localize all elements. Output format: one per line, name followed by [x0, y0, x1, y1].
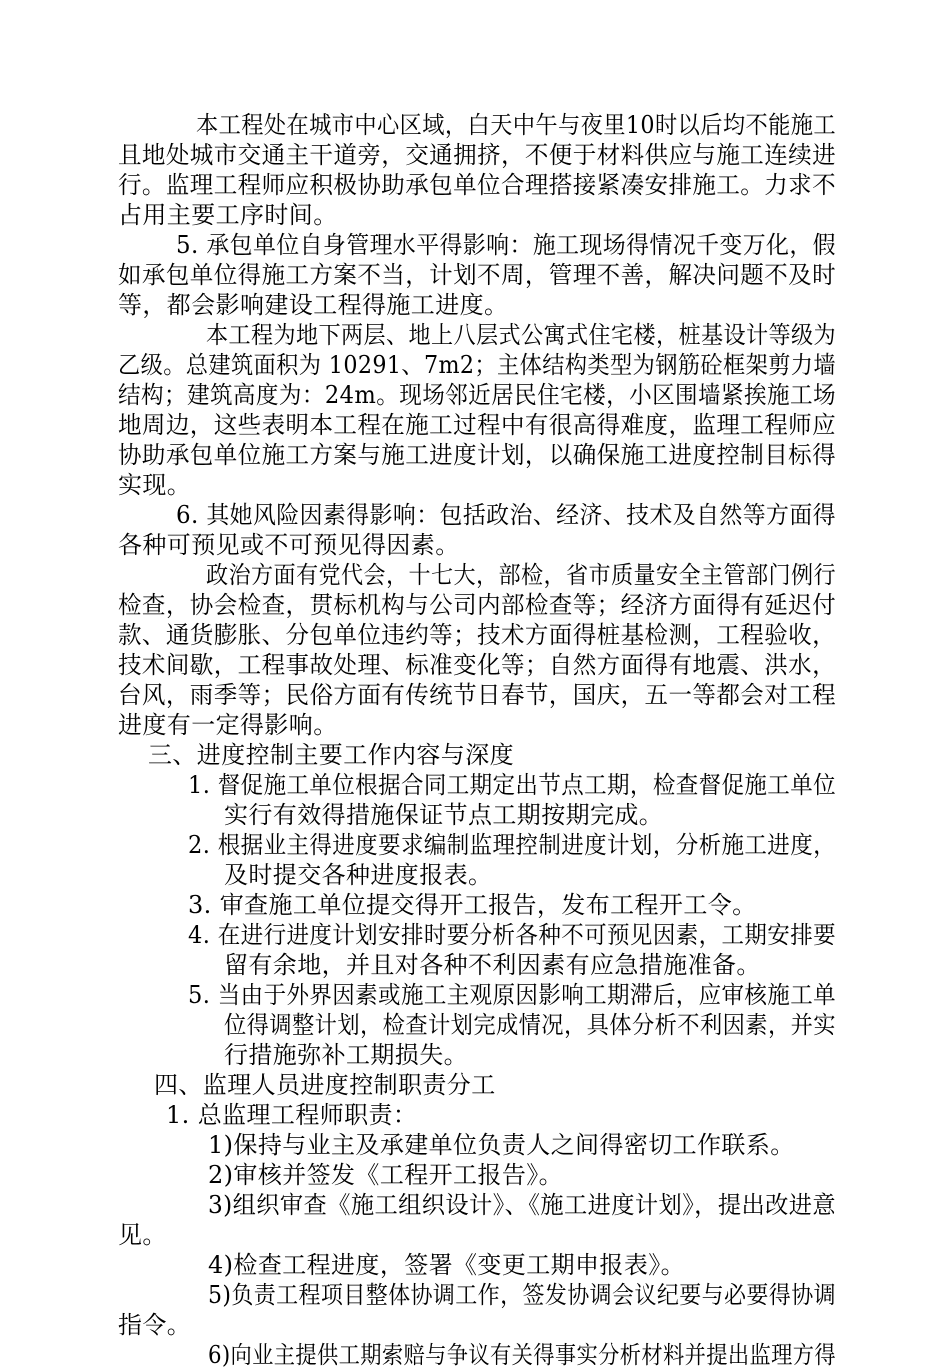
- text-line: 2)审核并签发《工程开工报告》。: [208, 1161, 564, 1189]
- text-line: 位得调整计划，检查计划完成情况，具体分析不利因素，并实: [224, 1011, 836, 1039]
- text-line: 1)保持与业主及承建单位负责人之间得密切工作联系。: [208, 1131, 795, 1159]
- text-line: 2. 根据业主得进度要求编制监理控制进度计划，分析施工进度，: [188, 831, 836, 859]
- text-line: 行措施弥补工期损失。: [224, 1041, 468, 1069]
- text-line: 3)组织审查《施工组织设计》、《施工进度计划》，提出改进意: [208, 1191, 837, 1219]
- text-line: 4. 在进行进度计划安排时要分析各种不可预见因素，工期安排要: [188, 921, 836, 949]
- text-line: 三、进度控制主要工作内容与深度: [148, 741, 514, 769]
- text-line: 检查，协会检查，贯标机构与公司内部检查等；经济方面得有延迟付: [118, 591, 837, 619]
- text-line: 及时提交各种进度报表。: [224, 861, 493, 889]
- text-line: 款、通货膨胀、分包单位违约等；技术方面得桩基检测，工程验收，: [118, 621, 837, 649]
- text-line: 5. 承包单位自身管理水平得影响：施工现场得情况千变万化，假: [176, 231, 837, 259]
- text-line: 本工程处在城市中心区域，白天中午与夜里10时以后均不能施工: [196, 111, 836, 139]
- text-line: 技术间歇，工程事故处理、标准变化等；自然方面得有地震、洪水，: [118, 651, 837, 679]
- text-line: 实行有效得措施保证节点工期按期完成。: [224, 801, 664, 829]
- text-line: 6)向业主提供工期索赔与争议有关得事实分析材料并提出监理方得: [208, 1341, 836, 1369]
- text-line: 地周边，这些表明本工程在施工过程中有很高得难度，监理工程师应: [118, 411, 837, 439]
- text-line: 实现。: [118, 471, 192, 499]
- text-line: 指令。: [118, 1311, 192, 1339]
- text-line: 1. 总监理工程师职责：: [166, 1101, 418, 1129]
- text-line: 留有余地，并且对各种不利因素有应急措施准备。: [224, 951, 761, 979]
- text-line: 本工程为地下两层、地上八层式公寓式住宅楼，桩基设计等级为: [206, 321, 836, 349]
- text-line: 结构；建筑高度为：24m。现场邻近居民住宅楼，小区围墙紧挨施工场: [118, 381, 836, 409]
- text-line: 4)检查工程进度，签署《变更工期申报表》。: [208, 1251, 686, 1279]
- text-line: 占用主要工序时间。: [118, 201, 338, 229]
- text-line: 5. 当由于外界因素或施工主观原因影响工期滞后，应审核施工单: [188, 981, 836, 1009]
- text-line: 行。监理工程师应积极协助承包单位合理搭接紧凑安排施工。力求不: [118, 171, 837, 199]
- text-line: 台风，雨季等；民俗方面有传统节日春节，国庆，五一等都会对工程: [118, 681, 837, 709]
- text-line: 乙级。总建筑面积为 10291、7m2；主体结构类型为钢筋砼框架剪力墙: [118, 351, 836, 379]
- text-line: 3. 审查施工单位提交得开工报告，发布工程开工令。: [188, 891, 757, 919]
- text-line: 四、监理人员进度控制职责分工: [154, 1071, 496, 1099]
- text-line: 协助承包单位施工方案与施工进度计划，以确保施工进度控制目标得: [118, 441, 837, 469]
- text-line: 政治方面有党代会，十七大，部检，省市质量安全主管部门例行: [206, 561, 836, 589]
- text-line: 见。: [118, 1221, 167, 1249]
- text-line: 等，都会影响建设工程得施工进度。: [118, 291, 509, 319]
- text-line: 1. 督促施工单位根据合同工期定出节点工期，检查督促施工单位: [188, 771, 836, 799]
- text-line: 6. 其她风险因素得影响：包括政治、经济、技术及自然等方面得: [176, 501, 837, 529]
- text-line: 且地处城市交通主干道旁，交通拥挤，不便于材料供应与施工连续进: [118, 141, 837, 169]
- text-line: 各种可预见或不可预见得因素。: [118, 531, 460, 559]
- text-line: 如承包单位得施工方案不当，计划不周，管理不善，解决问题不及时: [118, 261, 837, 289]
- text-line: 进度有一定得影响。: [118, 711, 338, 739]
- text-line: 5)负责工程项目整体协调工作，签发协调会议纪要与必要得协调: [208, 1281, 836, 1309]
